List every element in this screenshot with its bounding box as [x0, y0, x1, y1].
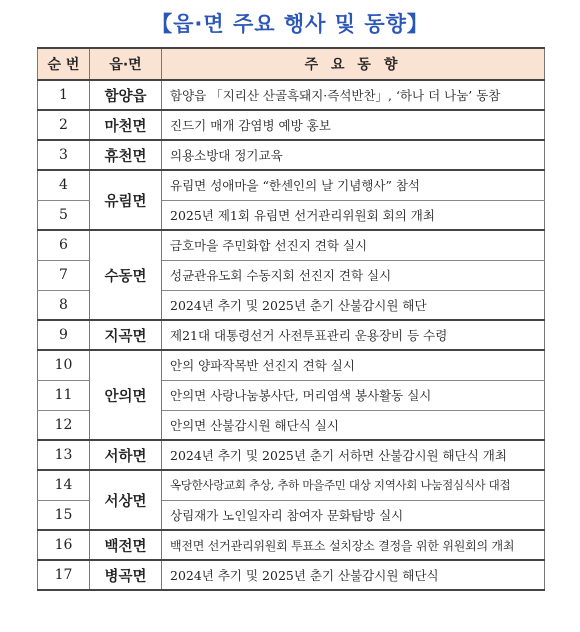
- row-event: 안의면 산불감시원 해단식 실시: [162, 410, 545, 440]
- row-event: 상림재가 노인일자리 참여자 문화탐방 실시: [162, 500, 545, 530]
- row-event: 안의 양파작목반 선진지 견학 실시: [162, 350, 545, 380]
- row-event: 2024년 추기 및 2025년 춘기 서하면 산불감시원 해단식 개최: [162, 440, 545, 470]
- table-row: [38, 320, 545, 350]
- row-town: 유림면: [90, 170, 162, 230]
- table-header-row: [38, 48, 545, 80]
- table-row: [38, 560, 545, 590]
- table-row: [38, 470, 545, 500]
- table-row: [38, 230, 545, 260]
- table-row: [38, 170, 545, 200]
- row-number: 8: [38, 290, 90, 320]
- row-town: 휴천면: [90, 140, 162, 170]
- table-row: [38, 530, 545, 560]
- table-row: [38, 140, 545, 170]
- table-row: [38, 80, 545, 110]
- row-event: 2024년 추기 및 2025년 춘기 산불감시원 해단식: [162, 560, 545, 590]
- row-number: 12: [38, 410, 90, 440]
- row-event: 제21대 대통령선거 사전투표관리 운용장비 등 수령: [162, 320, 545, 350]
- row-event: 안의면 사랑나눔봉사단, 머리염색 봉사활동 실시: [162, 380, 545, 410]
- row-number: 5: [38, 200, 90, 230]
- row-town: 안의면: [90, 350, 162, 440]
- row-number: 4: [38, 170, 90, 200]
- row-number: 16: [38, 530, 90, 560]
- row-number: 13: [38, 440, 90, 470]
- row-town: 마천면: [90, 110, 162, 140]
- header-events: 주 요 동 향: [162, 48, 545, 80]
- row-town: 서상면: [90, 470, 162, 530]
- row-number: 1: [38, 80, 90, 110]
- row-event: 금호마을 주민화합 선진지 견학 실시: [162, 230, 545, 260]
- row-number: 6: [38, 230, 90, 260]
- row-event: 성균관유도회 수동지회 선진지 견학 실시: [162, 260, 545, 290]
- row-number: 9: [38, 320, 90, 350]
- row-event: 함양읍 「지리산 산골흑돼지·즉석반찬」, ‘하나 더 나눔’ 동참: [162, 80, 545, 110]
- row-event: 2024년 추기 및 2025년 춘기 산불감시원 해단: [162, 290, 545, 320]
- row-event: 의용소방대 정기교육: [162, 140, 545, 170]
- row-town: 함양읍: [90, 80, 162, 110]
- row-number: 11: [38, 380, 90, 410]
- header-town: 읍·면: [90, 48, 162, 80]
- events-table: [37, 47, 545, 591]
- row-event: 유림면 성애마을 “한센인의 날 기념행사” 참석: [162, 170, 545, 200]
- row-number: 17: [38, 560, 90, 590]
- table-row: [38, 350, 545, 380]
- row-town: 서하면: [90, 440, 162, 470]
- page-title: 【읍·면 주요 행사 및 동향】: [151, 12, 429, 36]
- row-number: 3: [38, 140, 90, 170]
- row-event: 옥당한사랑교회 추상, 추하 마을주민 대상 지역사회 나눔점심식사 대접: [162, 470, 545, 500]
- row-town: 병곡면: [90, 560, 162, 590]
- row-number: 14: [38, 470, 90, 500]
- row-event: 백전면 선거관리위원회 투표소 설치장소 결정을 위한 위원회의 개최: [162, 530, 545, 560]
- row-event: 2025년 제1회 유림면 선거관리위원회 회의 개최: [162, 200, 545, 230]
- table-row: [38, 110, 545, 140]
- row-number: 15: [38, 500, 90, 530]
- row-number: 2: [38, 110, 90, 140]
- row-number: 10: [38, 350, 90, 380]
- row-town: 백전면: [90, 530, 162, 560]
- row-number: 7: [38, 260, 90, 290]
- row-town: 지곡면: [90, 320, 162, 350]
- row-event: 진드기 매개 감염병 예방 홍보: [162, 110, 545, 140]
- row-town: 수동면: [90, 230, 162, 320]
- header-number: 순 번: [38, 48, 90, 80]
- table-row: [38, 440, 545, 470]
